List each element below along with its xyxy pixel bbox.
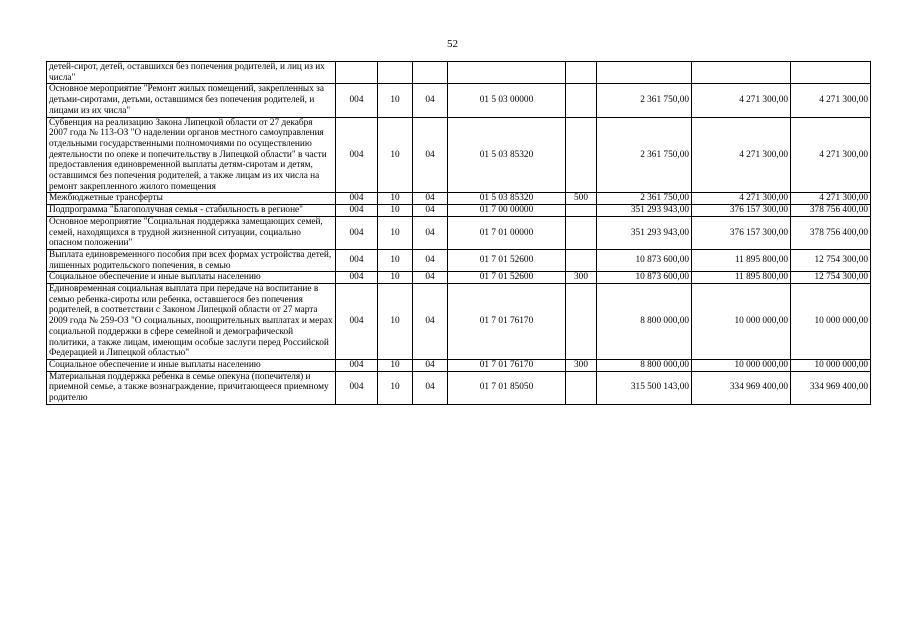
target-article-cell — [448, 62, 566, 84]
amount-year2-cell: 4 271 300,00 — [692, 117, 791, 193]
table-row — [47, 205, 871, 217]
page-number: 52 — [447, 38, 458, 50]
subsection-code-cell: 04 — [413, 272, 448, 284]
ministry-code-cell: 004 — [336, 284, 378, 360]
row-name-cell: Субвенция на реализацию Закона Липецкой области от 27 декабря 2007 года № 113-ОЗ "О наделении органов местного самоуправления отдельными государственными полномочиями по осуществлению деятельности по опеке и попечительству в Липецкой области" в части предоставления единовременной выплаты детям-сиротам и детям, оставшимся без попечения родителей, а также лицам из их числа на ремонт закрепленного жилого помещения — [47, 117, 336, 193]
section-code-cell — [378, 62, 413, 84]
amount-year1-cell: 351 293 943,00 — [597, 205, 692, 217]
expense-type-cell — [566, 205, 597, 217]
subsection-code-cell: 04 — [413, 359, 448, 371]
row-name-cell: Материальная поддержка ребенка в семье опекуна (попечителя) и приемной семье, а также вознаграждение, причитающееся приемному родителю — [47, 371, 336, 404]
amount-year3-cell: 10 000 000,00 — [791, 359, 871, 371]
amount-year1-cell: 2 361 750,00 — [597, 84, 692, 117]
ministry-code-cell: 004 — [336, 193, 378, 205]
amount-year1-cell: 2 361 750,00 — [597, 193, 692, 205]
amount-year3-cell: 378 756 400,00 — [791, 216, 871, 249]
ministry-code-cell: 004 — [336, 84, 378, 117]
section-code-cell: 10 — [378, 359, 413, 371]
ministry-code-cell: 004 — [336, 359, 378, 371]
amount-year3-cell — [791, 62, 871, 84]
row-name-cell: Межбюджетные трансферты — [47, 193, 336, 205]
target-article-cell: 01 7 01 00000 — [448, 216, 566, 249]
amount-year1-cell: 315 500 143,00 — [597, 371, 692, 404]
ministry-code-cell: 004 — [336, 371, 378, 404]
table-row — [47, 284, 871, 360]
amount-year2-cell: 10 000 000,00 — [692, 284, 791, 360]
row-name-cell: Социальное обеспечение и иные выплаты населению — [47, 272, 336, 284]
subsection-code-cell: 04 — [413, 249, 448, 271]
section-code-cell: 10 — [378, 216, 413, 249]
amount-year2-cell: 334 969 400,00 — [692, 371, 791, 404]
amount-year1-cell: 351 293 943,00 — [597, 216, 692, 249]
row-name-cell: Единовременная социальная выплата при передаче на воспитание в семью ребенка-сироты или ребенка, оставшегося без попечения родителей, в соответствии с Законом Липецкой области от 27 марта 2009 года № 259-ОЗ "О социальных, поощрительных выплатах и мерах социальной поддержки в сфере семейной и демографической политики, а также лицам, имеющим особые заслуги перед Российской Федерацией и Липецкой областью" — [47, 284, 336, 360]
section-code-cell: 10 — [378, 284, 413, 360]
table-row — [47, 62, 871, 84]
ministry-code-cell: 004 — [336, 272, 378, 284]
target-article-cell: 01 7 00 00000 — [448, 205, 566, 217]
table-row — [47, 272, 871, 284]
budget-table-body — [47, 62, 871, 405]
ministry-code-cell: 004 — [336, 117, 378, 193]
expense-type-cell — [566, 371, 597, 404]
expense-type-cell: 300 — [566, 272, 597, 284]
row-name-cell: Подпрограмма "Благополучная семья - стабильность в регионе" — [47, 205, 336, 217]
table-row — [47, 249, 871, 271]
expense-type-cell: 500 — [566, 193, 597, 205]
ministry-code-cell — [336, 62, 378, 84]
table-row — [47, 371, 871, 404]
table-row — [47, 84, 871, 117]
section-code-cell: 10 — [378, 205, 413, 217]
amount-year3-cell: 12 754 300,00 — [791, 249, 871, 271]
amount-year3-cell: 4 271 300,00 — [791, 193, 871, 205]
amount-year1-cell: 2 361 750,00 — [597, 117, 692, 193]
subsection-code-cell: 04 — [413, 205, 448, 217]
row-name-cell: Основное мероприятие "Ремонт жилых помещений, закрепленных за детьми-сиротами, детьми, оставшимся без попечения родителей, и лицами из их числа" — [47, 84, 336, 117]
amount-year1-cell: 10 873 600,00 — [597, 272, 692, 284]
subsection-code-cell: 04 — [413, 216, 448, 249]
row-name-cell: Выплата единовременного пособия при всех формах устройства детей, лишенных родительского попечения, в семью — [47, 249, 336, 271]
row-name-cell: Основное мероприятие "Социальная поддержка замещающих семей, семей, находящихся в трудной жизненной ситуации, социально опасном положении" — [47, 216, 336, 249]
subsection-code-cell: 04 — [413, 284, 448, 360]
amount-year3-cell: 12 754 300,00 — [791, 272, 871, 284]
ministry-code-cell: 004 — [336, 249, 378, 271]
subsection-code-cell: 04 — [413, 371, 448, 404]
table-row — [47, 117, 871, 193]
section-code-cell: 10 — [378, 84, 413, 117]
expense-type-cell — [566, 249, 597, 271]
expense-type-cell: 300 — [566, 359, 597, 371]
target-article-cell: 01 5 03 85320 — [448, 193, 566, 205]
subsection-code-cell: 04 — [413, 193, 448, 205]
budget-table — [46, 61, 871, 405]
amount-year2-cell: 10 000 000,00 — [692, 359, 791, 371]
row-name-cell: детей-сирот, детей, оставшихся без попечения родителей, и лиц из их числа" — [47, 62, 336, 84]
table-row — [47, 216, 871, 249]
target-article-cell: 01 7 01 52600 — [448, 249, 566, 271]
section-code-cell: 10 — [378, 249, 413, 271]
section-code-cell: 10 — [378, 117, 413, 193]
amount-year1-cell — [597, 62, 692, 84]
subsection-code-cell: 04 — [413, 117, 448, 193]
row-name-cell: Социальное обеспечение и иные выплаты населению — [47, 359, 336, 371]
amount-year2-cell: 11 895 800,00 — [692, 272, 791, 284]
amount-year1-cell: 10 873 600,00 — [597, 249, 692, 271]
amount-year2-cell: 4 271 300,00 — [692, 84, 791, 117]
table-row — [47, 359, 871, 371]
target-article-cell: 01 5 03 00000 — [448, 84, 566, 117]
amount-year2-cell: 376 157 300,00 — [692, 205, 791, 217]
expense-type-cell — [566, 216, 597, 249]
expense-type-cell — [566, 84, 597, 117]
section-code-cell: 10 — [378, 193, 413, 205]
ministry-code-cell: 004 — [336, 216, 378, 249]
section-code-cell: 10 — [378, 371, 413, 404]
subsection-code-cell — [413, 62, 448, 84]
target-article-cell: 01 7 01 76170 — [448, 284, 566, 360]
target-article-cell: 01 7 01 85050 — [448, 371, 566, 404]
amount-year2-cell: 11 895 800,00 — [692, 249, 791, 271]
target-article-cell: 01 7 01 52600 — [448, 272, 566, 284]
expense-type-cell — [566, 62, 597, 84]
amount-year1-cell: 8 800 000,00 — [597, 359, 692, 371]
target-article-cell: 01 5 03 85320 — [448, 117, 566, 193]
expense-type-cell — [566, 117, 597, 193]
amount-year3-cell: 378 756 400,00 — [791, 205, 871, 217]
amount-year1-cell: 8 800 000,00 — [597, 284, 692, 360]
subsection-code-cell: 04 — [413, 84, 448, 117]
amount-year3-cell: 4 271 300,00 — [791, 117, 871, 193]
table-row — [47, 193, 871, 205]
ministry-code-cell: 004 — [336, 205, 378, 217]
amount-year2-cell: 4 271 300,00 — [692, 193, 791, 205]
amount-year3-cell: 334 969 400,00 — [791, 371, 871, 404]
expense-type-cell — [566, 284, 597, 360]
section-code-cell: 10 — [378, 272, 413, 284]
amount-year2-cell — [692, 62, 791, 84]
target-article-cell: 01 7 01 76170 — [448, 359, 566, 371]
amount-year3-cell: 10 000 000,00 — [791, 284, 871, 360]
amount-year3-cell: 4 271 300,00 — [791, 84, 871, 117]
amount-year2-cell: 376 157 300,00 — [692, 216, 791, 249]
